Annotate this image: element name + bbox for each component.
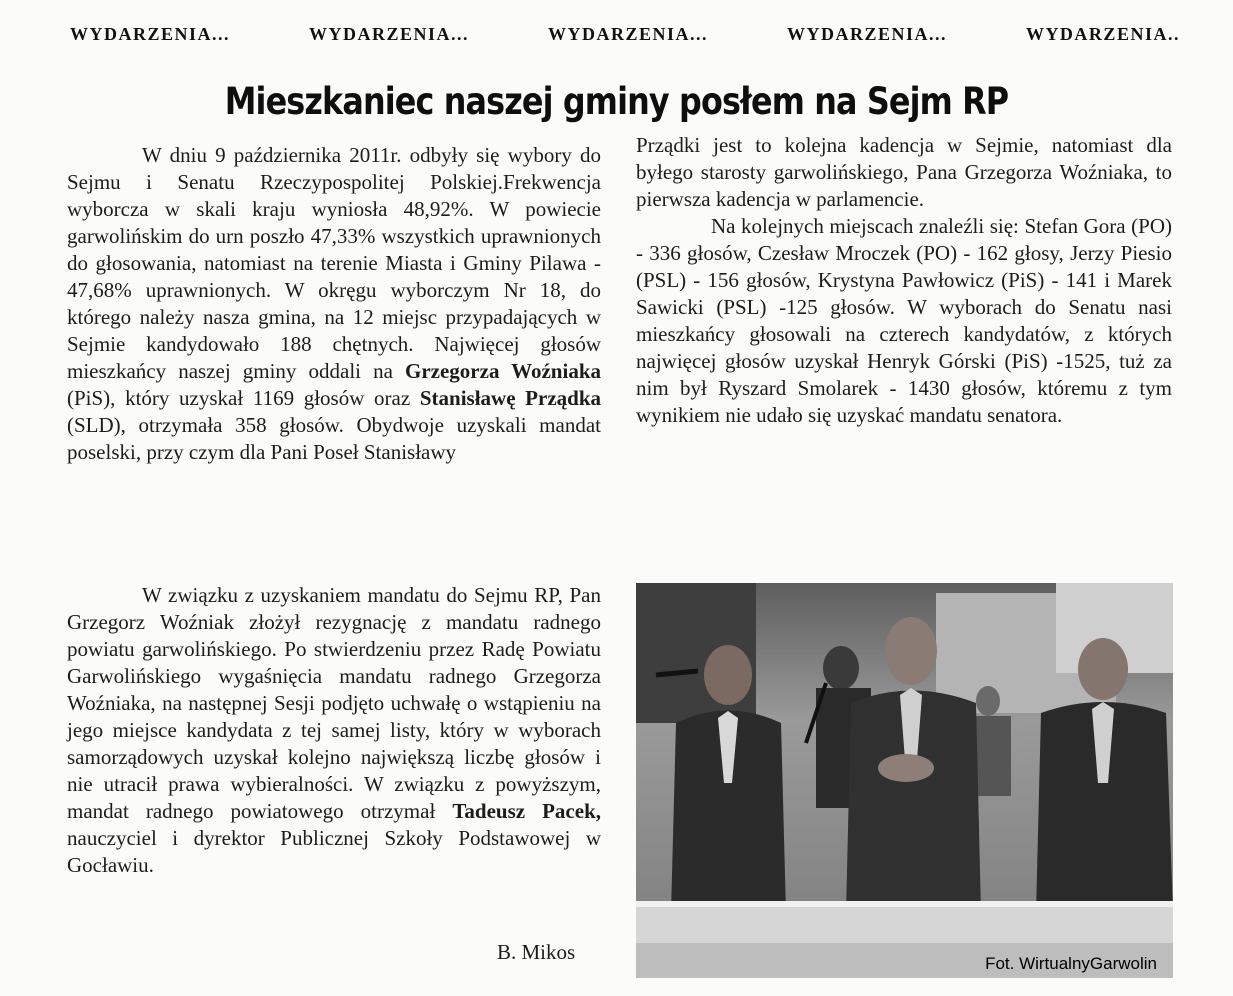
name-bold: Tadeusz Pacek, [452, 799, 601, 823]
section-label: WYDARZENIA... [547, 23, 708, 44]
text: W dniu 9 października 2011r. odbyły się wybory do Sejmu i Senatu Rzeczypospolitej Polskiej.Frekwencja wyborcza w skali kraju wyniosła 48,92%. W powiecie garwolińskim do urn poszło 47,33% wszystkich uprawnionych do głosowania, natomiast na terenie Miasta i Gminy Pilawa - 47,68% uprawnionych. W okręgu wyborczym Nr 18, do którego należy nasza gmina, na 12 miejsc przypadających w Sejmie kandydowało 188 chętnych. Najwięcej głosów mieszkańcy naszej gminy oddali na [67, 143, 601, 383]
section-label: WYDARZENIA... [308, 23, 469, 44]
photo-credit: Fot. WirtualnyGarwolin [985, 954, 1157, 973]
paragraph: Prządki jest to kolejna kadencja w Sejmie, natomiast dla byłego starosty garwolińskiego, Pana Grzegorza Woźniaka, to pierwsza kadencja w parlamencie. [636, 133, 1172, 211]
text: nauczyciel i dyrektor Publicznej Szkoły Podstawowej w Gocławiu. [67, 826, 601, 877]
article-column-1 [67, 142, 601, 466]
name-bold: Stanisławę Prządka [419, 386, 602, 410]
photo-illustration [636, 583, 1173, 978]
text: W związku z uzyskaniem mandatu do Sejmu RP, Pan Grzegorz Woźniak złożył rezygnację z mandatu radnego powiatu garwolińskiego. Po stwierdzeniu przez Radę Powiatu Garwolińskiego wygaśnięcia mandatu radnego Grzegorza Woźniaka, na następnej Sesji podjęto uchwałę o wstąpieniu na jego miejsce kandydata z tej samej listy, który w wyborach samorządowych uzyskał kolejno największą liczbę głosów i nie utracił prawa wybieralności. W związku z powyższym, mandat radnego powiatowego otrzymał [67, 583, 601, 823]
paragraph [67, 142, 601, 466]
text: (SLD), otrzymała 358 głosów. Obydwoje uzyskali mandat poselski, przy czym dla Pani Poseł Stanisławy [67, 413, 601, 464]
section-label: WYDARZENIA... [70, 23, 231, 44]
author-signature: B. Mikos [497, 940, 576, 964]
name-bold: Grzegorza Woźniaka [405, 359, 601, 383]
section-label: WYDARZENIA.. [1025, 23, 1180, 44]
article-column-3 [67, 582, 601, 879]
article-title: Mieszkaniec naszej gminy posłem na Sejm RP [224, 80, 1009, 123]
article-photo [636, 583, 1173, 978]
article-column-2 [636, 132, 1172, 429]
section-label: WYDARZENIA... [786, 23, 947, 44]
paragraph [67, 582, 601, 879]
text: (PiS), który uzyskał 1169 głosów oraz [67, 386, 420, 410]
section-header [70, 19, 1180, 49]
paragraph: Na kolejnych miejscach znaleźli się: Stefan Gora (PO) - 336 głosów, Czesław Mroczek (PO) - 162 głosy, Jerzy Piesio (PSL) - 156 głosów, Krystyna Pawłowicz (PiS) - 141 i Marek Sawicki (PSL) -125 głosów. W wyborach do Senatu nasi mieszkańcy głosowali na czterech kandydatów, z których najwięcej głosów uzyskał Henryk Górski (PiS) -1525, tuż za nim był Ryszard Smolarek - 1430 głosów, któremu z tym wynikiem nie udało się uzyskać mandatu senatora. [636, 214, 1172, 427]
